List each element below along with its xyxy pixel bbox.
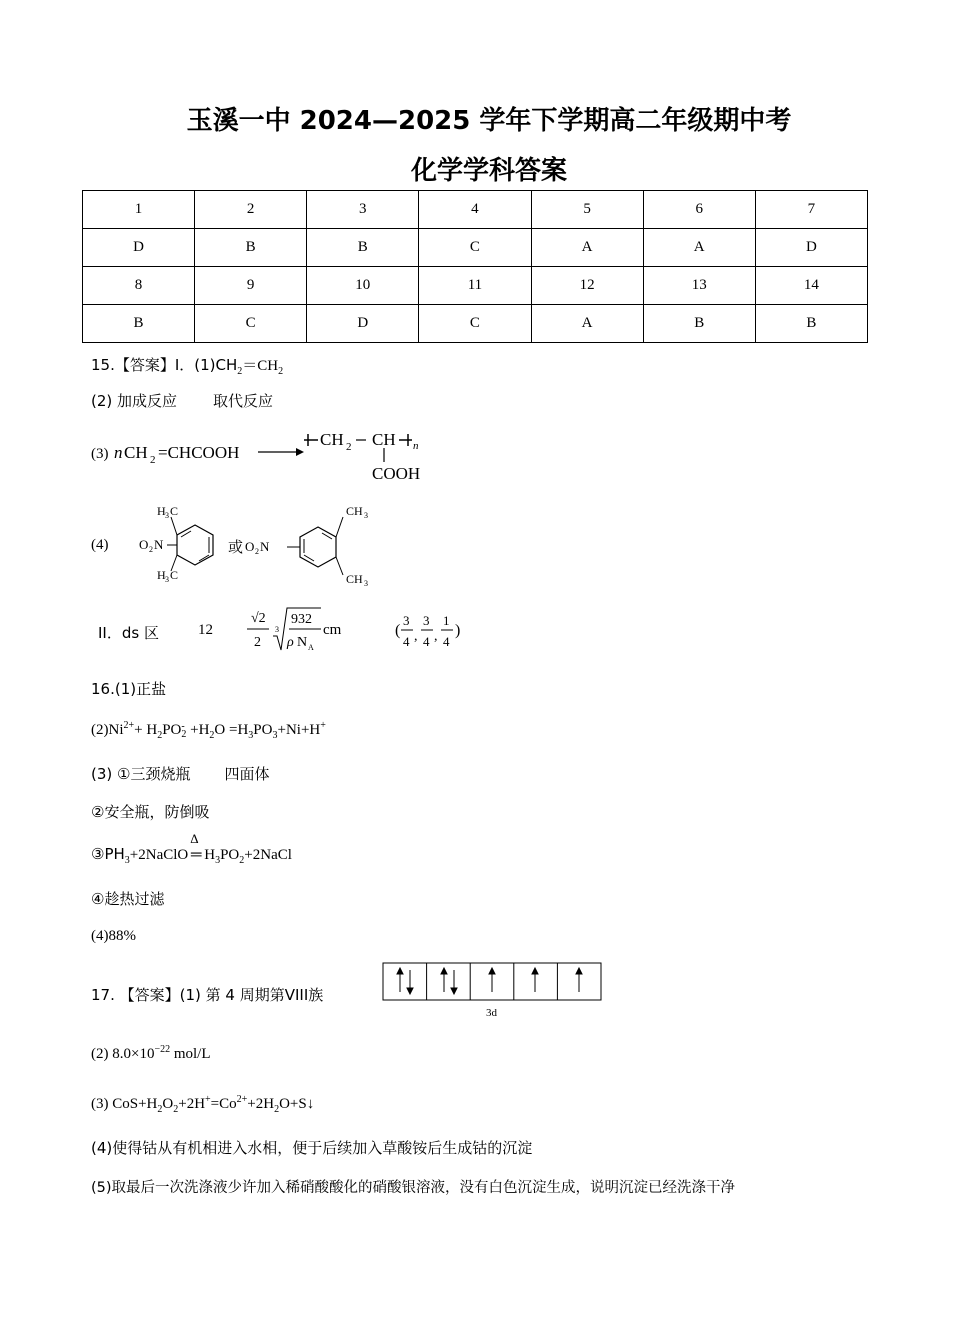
question-number-cell: 10 — [307, 267, 419, 305]
page-subtitle: 化学学科答案 — [410, 156, 567, 186]
svg-text:=CHCOOH: =CHCOOH — [158, 443, 240, 462]
svg-text:COOH: COOH — [372, 464, 421, 483]
answer-cell: A — [531, 229, 643, 267]
q17-p3: (3) $CoS+H_2O_2+2H^+=Co^{2+}+2H_2O+S↓$ — [91, 1094, 315, 1115]
table-row — [83, 229, 868, 267]
question-number-cell: 12 — [531, 267, 643, 305]
question-number-cell: 11 — [419, 267, 531, 305]
answer-cell: B — [195, 229, 307, 267]
svg-text:3: 3 — [275, 625, 279, 634]
svg-text:CH: CH — [320, 430, 344, 449]
q15-p4-label: (4) — [91, 537, 109, 553]
answer-cell: B — [307, 229, 419, 267]
table-row — [83, 305, 868, 343]
q17-p1: 17. 【答案】(1) 第 4 周期第VIII族 — [91, 986, 324, 1004]
coord-den-2: 4 — [423, 634, 430, 649]
question-number-cell: 1 — [83, 191, 195, 229]
svg-text:(: ( — [395, 622, 401, 639]
q16-p3: (3) ①三颈烧瓶 四面体 — [91, 765, 270, 783]
svg-text:3: 3 — [165, 575, 169, 584]
coord-num-3: 1 — [443, 613, 450, 628]
polymerization-equation — [110, 420, 440, 490]
table-row — [83, 267, 868, 305]
q15-p3-label: (3) — [91, 446, 109, 462]
answer-cell: B — [643, 305, 755, 343]
3d-orbital-diagram — [382, 962, 604, 1022]
formula-unit: cm — [323, 622, 342, 638]
svg-text:3: 3 — [165, 511, 169, 520]
table-row — [83, 191, 868, 229]
svg-text:O: O — [245, 539, 255, 554]
orbital-label: 3d — [486, 1007, 497, 1019]
q15-line2: (2) 加成反应 取代反应 — [91, 392, 274, 410]
svg-text:H: H — [157, 568, 166, 582]
svg-text:n: n — [114, 443, 123, 462]
svg-text:3: 3 — [364, 579, 368, 588]
svg-text:CH: CH — [124, 443, 148, 462]
svg-text:2: 2 — [150, 454, 156, 466]
nitro-xylene-structures — [135, 495, 368, 590]
svg-text:2: 2 — [254, 635, 261, 650]
svg-text:N: N — [297, 635, 308, 650]
answer-cell: B — [755, 305, 867, 343]
q15-ii-number: 12 — [198, 622, 213, 638]
svg-text:,: , — [414, 629, 418, 644]
question-number-cell: 2 — [195, 191, 307, 229]
q16-p4: (4)88% — [91, 928, 136, 944]
question-number-cell: 5 — [531, 191, 643, 229]
coord-den-1: 4 — [403, 634, 410, 649]
svg-text:CH: CH — [346, 504, 363, 518]
answer-cell: A — [643, 229, 755, 267]
coord-den-3: 4 — [443, 634, 450, 649]
answer-cell: C — [195, 305, 307, 343]
question-number-cell: 8 — [83, 267, 195, 305]
svg-text:3: 3 — [364, 511, 368, 520]
q16-p3-2: ②安全瓶，防倒吸 — [91, 803, 210, 821]
answer-cell: C — [419, 229, 531, 267]
q16-p3-3: $③PH_3+2NaClO$ Δ ═ $H_3PO_2+2NaCl$ — [91, 831, 292, 866]
svg-text:,: , — [434, 629, 438, 644]
svg-text:ρ: ρ — [287, 635, 294, 650]
svg-text:2: 2 — [255, 547, 259, 556]
svg-text:√2: √2 — [251, 611, 266, 626]
svg-text:C: C — [170, 568, 179, 582]
svg-text:2: 2 — [346, 441, 352, 453]
svg-text:CH: CH — [346, 572, 363, 586]
answer-table — [82, 190, 868, 343]
svg-text:N: N — [154, 537, 164, 552]
answer-cell: D — [307, 305, 419, 343]
q17-p2: (2) $8.0\times 10^{-22}$ mol/L — [91, 1044, 211, 1062]
coord-num-1: 3 — [403, 613, 410, 628]
answer-cell: A — [531, 305, 643, 343]
svg-text:A: A — [308, 643, 314, 652]
svg-text:2: 2 — [149, 545, 153, 554]
answer-cell: D — [83, 229, 195, 267]
svg-text:n: n — [413, 440, 419, 452]
q16-p2: $(2)Ni^{2+}+ H_2PO-$ $2 +H_2O =H_3PO_3+Ni+H^+$ — [91, 720, 326, 741]
question-number-cell: 13 — [643, 267, 755, 305]
q15-ii-formula — [245, 602, 475, 657]
answer-cell: C — [419, 305, 531, 343]
svg-text:O: O — [139, 537, 149, 552]
q17-p5: (5)取最后一次洗涤液少许加入稀硝酸酸化的硝酸银溶液，没有白色沉淀生成，说明沉淀已经洗涤干净 — [91, 1180, 736, 1196]
answer-cell: D — [755, 229, 867, 267]
svg-text:N: N — [260, 539, 270, 554]
svg-text:C: C — [170, 504, 179, 518]
q17-p4: (4)使得钴从有机相进入水相，便于后续加入草酸铵后生成钴的沉淀 — [91, 1139, 533, 1157]
q15-ii-label: II．ds 区 — [98, 624, 159, 642]
formula-932: 932 — [291, 612, 312, 627]
or-text: 或 — [228, 538, 244, 556]
coord-num-2: 3 — [423, 613, 430, 628]
question-number-cell: 3 — [307, 191, 419, 229]
q15-line1: 15.【答案】I．$(1)CH_2=CH_2$ — [91, 356, 284, 377]
question-number-cell: 14 — [755, 267, 867, 305]
q16-p1: 16.(1)正盐 — [91, 680, 167, 698]
question-number-cell: 7 — [755, 191, 867, 229]
svg-text:CH: CH — [372, 430, 396, 449]
answer-cell: B — [83, 305, 195, 343]
page-title: 玉溪一中 2024—2025 学年下学期高二年级期中考 — [186, 106, 792, 136]
question-number-cell: 4 — [419, 191, 531, 229]
question-number-cell: 6 — [643, 191, 755, 229]
svg-text:): ) — [455, 622, 461, 639]
q16-p3-4: ④趁热过滤 — [91, 890, 165, 908]
question-number-cell: 9 — [195, 267, 307, 305]
svg-text:H: H — [157, 504, 166, 518]
